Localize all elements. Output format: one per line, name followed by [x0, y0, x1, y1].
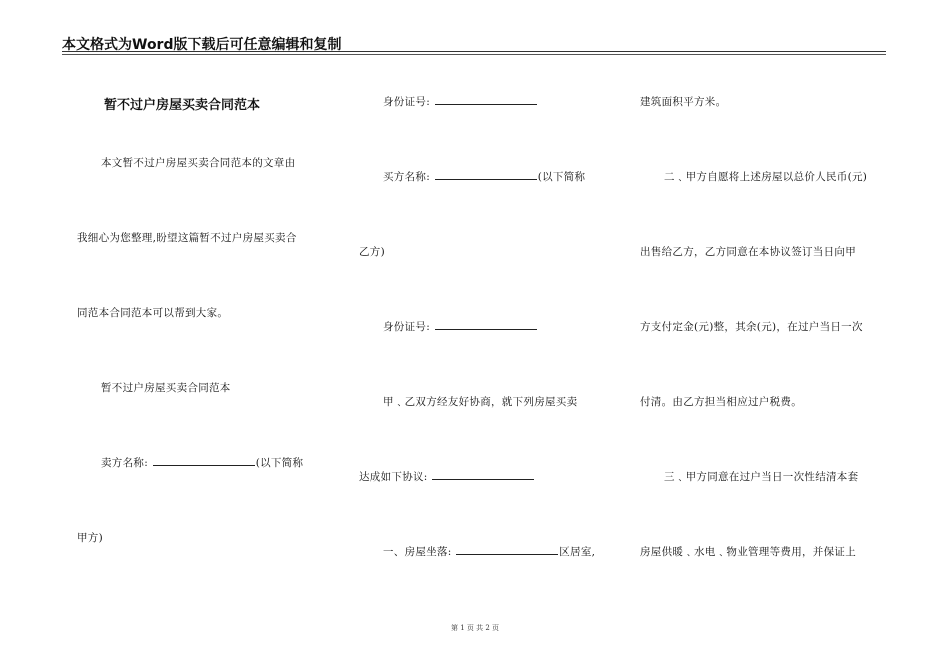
intro-line-2: 我细心为您整理,盼望这篇暂不过户房屋买卖合	[77, 232, 297, 244]
buyer-end: 乙方)	[359, 246, 385, 258]
header-rule-thin	[62, 54, 886, 55]
item1-suffix: 区居室,	[559, 546, 596, 558]
agreement-blank	[432, 469, 534, 480]
seller-name-blank	[153, 455, 255, 466]
seller-id-line	[383, 94, 538, 109]
item1-line	[383, 544, 595, 559]
col3-line-7: 房屋供暖﹑水电﹑物业管理等费用，并保证上	[640, 546, 856, 558]
agreement-line-2	[359, 469, 535, 484]
item1-label: 一、房屋坐落:	[383, 546, 452, 558]
page-footer: 第 1 页 共 2 页	[450, 624, 500, 632]
seller-id-label: 身份证号:	[383, 96, 431, 108]
document-header: 本文格式为Word版下载后可任意编辑和复制	[62, 37, 342, 53]
col3-line-6: 三﹑甲方同意在过户当日一次性结清本套	[664, 471, 859, 483]
intro-line-1: 本文暂不过户房屋买卖合同范本的文章由	[101, 157, 296, 169]
seller-end: 甲方)	[77, 532, 103, 544]
buyer-id-label: 身份证号:	[383, 321, 431, 333]
seller-id-blank	[435, 94, 537, 105]
buyer-name-blank	[435, 169, 537, 180]
col3-line-3: 出售给乙方，乙方同意在本协议签订当日向甲	[640, 246, 856, 258]
buyer-line	[383, 169, 585, 184]
buyer-label: 买方名称:	[383, 171, 431, 183]
col3-line-1: 建筑面积平方米。	[640, 96, 727, 108]
col3-line-5: 付清。由乙方担当相应过户税费。	[640, 396, 802, 408]
contract-subtitle: 暂不过户房屋买卖合同范本	[101, 382, 231, 394]
intro-line-3: 同范本合同范本可以帮到大家。	[77, 307, 229, 319]
agreement-label: 达成如下协议:	[359, 471, 428, 483]
header-rule-thick	[62, 51, 886, 52]
buyer-id-line	[383, 319, 538, 334]
buyer-suffix: (以下简称	[537, 171, 586, 183]
seller-line	[101, 455, 303, 470]
document-title: 暂不过户房屋买卖合同范本	[104, 98, 261, 113]
buyer-id-blank	[435, 319, 537, 330]
agreement-line-1: 甲﹑乙双方经友好协商，就下列房屋买卖	[383, 396, 578, 408]
seller-label: 卖方名称:	[101, 457, 149, 469]
seller-suffix: (以下简称	[255, 457, 304, 469]
item1-location-blank	[456, 544, 558, 555]
col3-line-2: 二﹑甲方自愿将上述房屋以总价人民币(元)	[664, 171, 868, 183]
col3-line-4: 方支付定金(元)整，其余(元)，在过户当日一次	[640, 321, 863, 333]
